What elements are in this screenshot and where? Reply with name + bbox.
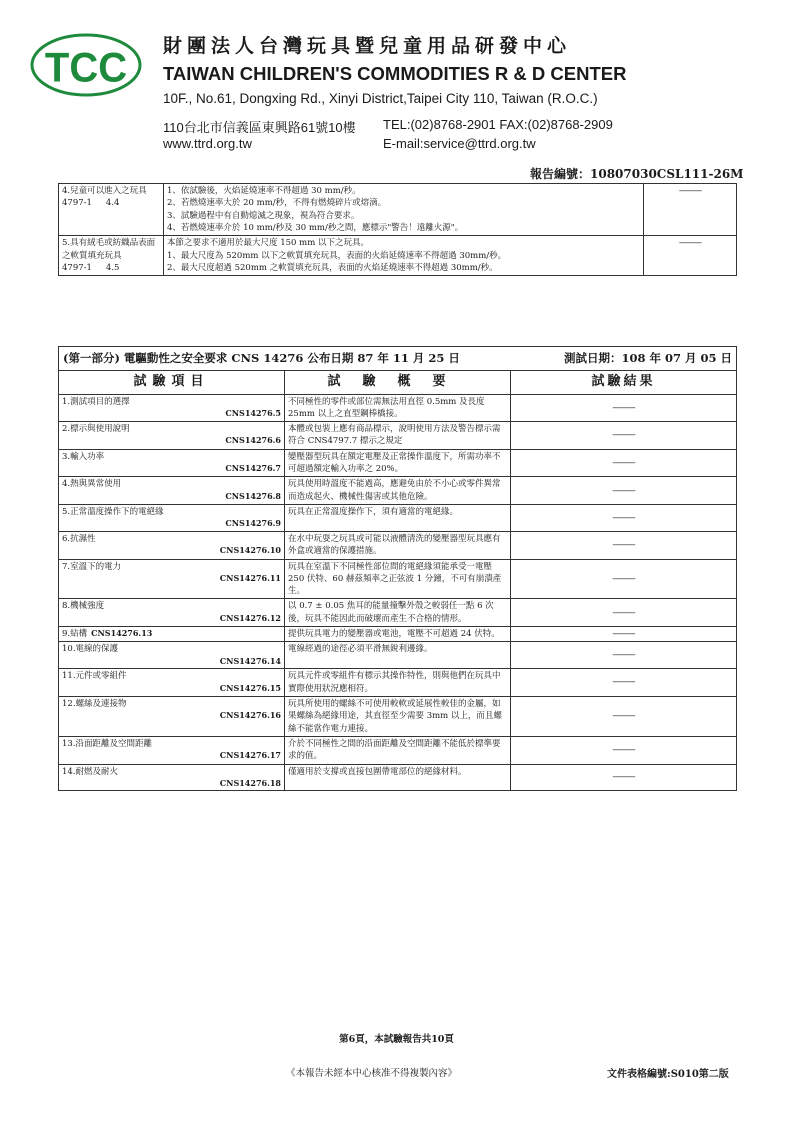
requirement-cell: 不同極性的零件或部位需無法用直徑 0.5mm 及長度 25mm 以上之直型鋼棒橋接。 [285,394,511,422]
table-row [59,422,737,450]
result-cell [511,559,737,599]
item-label: 13.沿面距離及空間距離 [62,738,153,749]
address-en: 10F., No.61, Dongxing Rd., Xinyi District,Taipei City 110, Taiwan (R.O.C.) [163,91,598,106]
table-row [59,477,737,505]
col-header-result: 試驗結果 [511,370,737,394]
requirement-cell: 玩具在室溫下不同極性部位間的電絕緣須能承受一電壓 250 伏特、60 赫茲頻率之正弦波 1 分鐘，不可有崩潰產生。 [285,559,511,599]
table-row [59,236,737,276]
item-cell [59,559,285,599]
requirement-cell: 玩具在正常溫度操作下，須有適當的電絕緣。 [285,505,511,532]
report-number: 報告編號：10807030CSL111-26M [530,167,744,181]
item-cell [59,669,285,697]
result-value: ------------- [612,485,635,495]
result-cell [511,477,737,505]
item-cell [59,422,285,450]
table-row [59,599,737,627]
result-value: ------------- [612,677,635,687]
requirement-line: 2、若燃燒速率大於 20 mm/秒，不得有燃燒碎片或熔滴。 [167,198,387,209]
table-row [59,449,737,477]
item-cell [59,627,285,642]
item-code-b: 4.5 [105,262,120,273]
org-name-en: TAIWAN CHILDREN'S COMMODITIES R & D CENTER [163,63,627,84]
item-cns: CNS14276.17 [219,750,281,761]
item-label: 5.正常溫度操作下的電絕緣 [62,507,164,518]
result-cell [511,394,737,422]
item-cns: CNS14276.10 [219,545,281,556]
item-label: 1.測試項目的選擇 [62,396,130,407]
item-label: 4.熱與異常使用 [62,479,122,490]
requirement-line: 1、最大尺度為 520mm 以下之軟質填充玩具，表面的火焰延燒速率不得超過 30mm/秒。 [167,250,507,261]
email-link[interactable]: E-mail:service@ttrd.org.tw [383,136,536,151]
item-cell [59,736,285,764]
result-cell [511,422,737,450]
result-value: ------------- [678,186,702,195]
item-cns: CNS14276.14 [219,655,281,666]
result-cell [644,184,737,236]
item-cns: CNS14276.12 [219,612,281,623]
table-row [59,184,737,236]
tel-fax: TEL:(02)8768-2901 FAX:(02)8768-2909 [383,117,613,132]
item-cell [59,764,285,791]
item-label: 11.元件或零組件 [62,671,127,682]
requirement-cell: 玩具使用時溫度不能過高，應避免由於不小心或零件異常而造成起火、機械性傷害或其他危險。 [285,477,511,505]
item-cns: CNS14276.9 [225,518,281,529]
flammability-table [58,183,737,276]
item-cell [59,642,285,669]
result-value: ------------- [612,430,635,440]
page-info: 第6頁，本試驗報告共10頁 [339,1034,454,1045]
item-cell [59,449,285,477]
result-value: ------------- [612,512,635,522]
item-cns: CNS14276.16 [219,710,281,721]
item-cns: CNS14276.15 [219,682,281,693]
requirement-cell: 變壓器型玩具在額定電壓及正常操作溫度下，所需功率不可超過額定輸入功率之 20%。 [285,449,511,477]
result-cell [511,764,737,791]
requirement-cell [164,184,644,236]
result-value: ------------- [612,745,635,755]
item-code-a: 4797-1 [62,198,92,209]
result-cell [511,531,737,559]
result-value: ------------- [612,711,635,721]
item-cns: CNS14276.8 [225,490,281,501]
result-cell [644,236,737,276]
requirement-cell: 玩具所使用的螺絲不可使用較軟或延展性較佳的金屬，如果螺絲為絕緣用途，其直徑至少需要 3mm 以上，而且螺絲不能當作電力連接。 [285,696,511,736]
item-cns: CNS14276.6 [225,435,281,446]
item-cell [59,531,285,559]
item-cell [59,184,164,236]
item-cell [59,477,285,505]
col-header-item: 試驗項目 [59,370,285,394]
result-cell [511,736,737,764]
test-date: 測試日期：108 年 07 月 05 日 [563,351,732,365]
item-cell [59,599,285,627]
result-value: ------------- [612,402,635,412]
item-cns: CNS14276.18 [219,777,281,788]
result-value: ------------- [612,650,635,660]
table-row [59,736,737,764]
result-value: ------------- [612,540,635,550]
result-value: ------------- [612,607,635,617]
result-cell [511,642,737,669]
item-label: 14.耐燃及耐火 [62,766,119,777]
section-title: (第一部分) 電驅動性之安全要求 CNS 14276 公布日期 87 年 11 月 25 日 [63,351,460,365]
requirement-cell: 介於不同極性之間的沿面距離及空間距離不能低於標準要求的值。 [285,736,511,764]
item-label: 2.標示與使用說明 [62,424,130,435]
table-row [59,627,737,642]
item-cell [59,236,164,276]
table-row [59,669,737,697]
item-label: 5.具有絨毛或紡織品表面之軟質填充玩具 [62,238,156,261]
requirement-cell: 電線經過的途徑必須平滑無銳利邊緣。 [285,642,511,669]
item-label: 6.抗濕性 [62,533,96,544]
requirement-cell: 在水中玩耍之玩具或可能以液體清洗的變壓器型玩具應有外盒或適當的保護措施。 [285,531,511,559]
column-header-row [59,370,737,394]
result-cell [511,505,737,532]
result-cell [511,599,737,627]
section-header-row [59,347,737,371]
requirement-line: 4、若燃燒速率介於 10 mm/秒及 30 mm/秒之間，應標示"警告！遠離火源"。 [167,222,464,233]
item-cns: CNS14276.5 [225,407,281,418]
tcc-logo [30,33,142,97]
result-cell [511,449,737,477]
form-number: 文件表格編號:S010第二版 [607,1069,729,1080]
item-code-a: 4797-1 [62,262,92,273]
section-header [59,347,737,371]
table-row [59,764,737,791]
requirement-cell: 本體或包裝上應有商品標示，說明使用方法及警告標示需符合 CNS4797.7 標示之規定 [285,422,511,450]
item-label: 7.室溫下的電力 [62,561,122,572]
table-row [59,642,737,669]
item-cell [59,696,285,736]
item-cns: CNS14276.11 [219,572,281,583]
requirement-cell: 玩具元件或零組件有標示其操作特性，則與他們在玩具中實際使用狀況應相符。 [285,669,511,697]
table-row [59,696,737,736]
item-code [62,197,160,209]
result-cell [511,696,737,736]
table-row [59,505,737,532]
item-cns: CNS14276.7 [225,463,281,474]
table-row [59,531,737,559]
item-label: 8.機械強度 [62,601,105,612]
result-value: ------------- [612,772,635,782]
logo-text: TCC [44,43,128,91]
website-link[interactable]: www.ttrd.org.tw [163,136,252,151]
result-value: ------------- [612,573,635,583]
requirement-cell [164,236,644,276]
col-header-summary: 試驗概要 [285,370,511,394]
result-value: ------------- [612,629,635,639]
item-label-inline [62,628,281,640]
result-value: ------------- [678,238,702,248]
item-cell [59,505,285,532]
requirement-cell: 以 0.7 ± 0.05 焦耳的能量撞擊外殼之較弱任一點 6 次後，玩具不能因此而破壞而產生不合格的情形。 [285,599,511,627]
result-cell [511,669,737,697]
requirement-cell: 僅適用於支撐或直接包圍帶電部位的絕緣材料。 [285,764,511,791]
electric-safety-table [58,346,737,791]
address-zh: 110台北市信義區東興路61號10樓 [163,120,356,135]
requirement-line: 3、試驗過程中有自動熄滅之現象，視為符合要求。 [167,210,360,221]
requirement-line: 1、依試驗後，火焰延燒速率不得超過 30 mm/秒。 [167,186,361,196]
table-row [59,394,737,422]
copy-notice: 《本報告未經本中心核准不得複製內容》 [286,1068,458,1079]
org-name-zh: 財團法人台灣玩具暨兒童用品研發中心 [163,35,572,57]
requirement-cell: 提供玩具電力的變壓器或電池，電壓不可超過 24 伏特。 [285,627,511,642]
requirement-line: 2、最大尺度超過 520mm 之軟質填充玩具，表面的火焰延燒速率不得超過 30mm/秒。 [167,262,498,273]
item-label: 4.兒童可以進入之玩具 [62,186,147,196]
item-code [62,262,160,274]
item-label: 9.結構 [62,629,88,640]
table-row [59,559,737,599]
item-code-b: 4.4 [105,198,120,209]
result-cell [511,627,737,642]
item-cell [59,394,285,422]
item-label: 12.螺絲及連接物 [62,698,127,709]
item-cns: CNS14276.13 [91,628,153,639]
item-label: 10.電線的保護 [62,644,119,655]
result-value: ------------- [612,457,635,467]
item-label: 3.輸入功率 [62,451,105,462]
requirement-line: 本節之要求不適用於最大尺度 150 mm 以下之玩具。 [167,238,369,249]
